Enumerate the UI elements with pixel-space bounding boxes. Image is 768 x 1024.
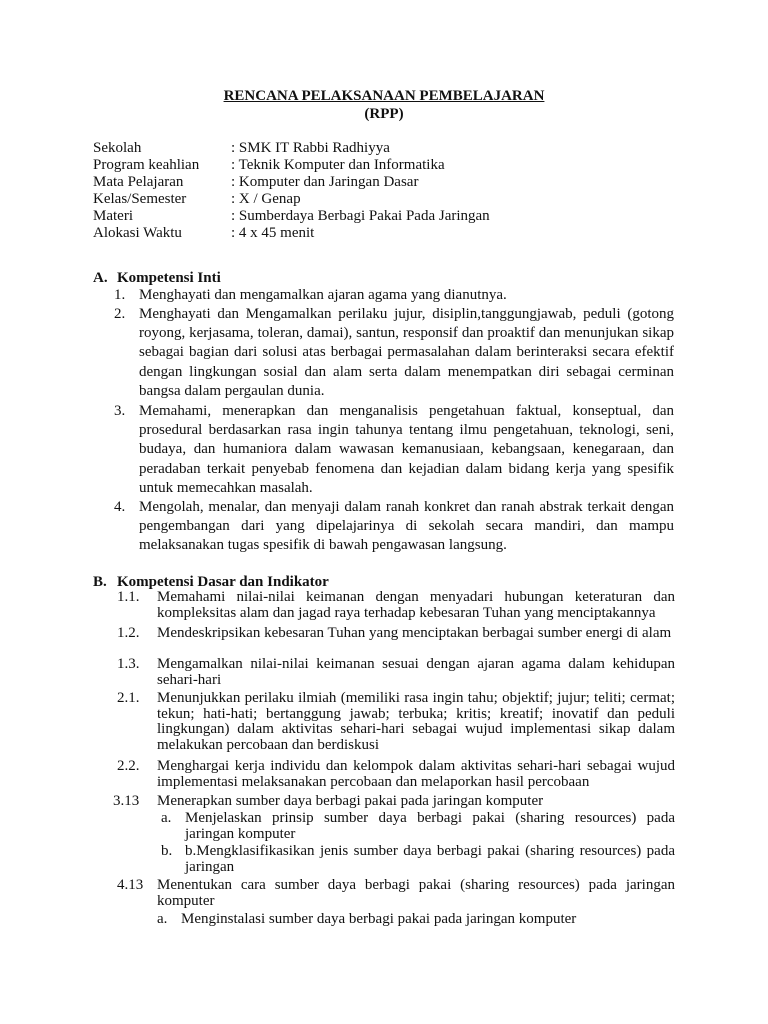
list-item — [114, 305, 674, 401]
kd-number: 1.2. — [117, 625, 140, 641]
info-row-materi — [93, 208, 490, 225]
info-value: : SMK IT Rabbi Radhiyya — [231, 140, 390, 156]
item-text: Mengolah, menalar, dan menyaji dalam ranah konkret dan ranah abstrak terkait dengan pengembangan dari yang dipelajarinya di sekolah secara mandiri, dan mampu melaksanakan tugas spesifik di bawah pengawasan langsung. — [139, 499, 674, 554]
info-label: Program keahlian — [93, 157, 200, 173]
list-item — [114, 402, 674, 498]
document-subtitle: (RPP) — [364, 106, 404, 122]
item-number: 3. — [114, 403, 126, 419]
info-label: Mata Pelajaran — [93, 174, 184, 190]
info-value: : Teknik Komputer dan Informatika — [231, 157, 445, 173]
kd-number: 4.13 — [117, 877, 144, 893]
indicator-letter: a. — [161, 810, 172, 826]
kd-text: Mengamalkan nilai-nilai keimanan sesuai dengan ajaran agama dalam kehidupan sehari-hari — [157, 656, 675, 688]
info-value: : 4 x 45 menit — [231, 225, 315, 241]
info-row-program — [93, 157, 490, 174]
list-item — [114, 498, 674, 556]
indicator-text: b.Mengklasifikasikan jenis sumber daya berbagi pakai (sharing resources) pada jaringan — [185, 843, 675, 875]
info-row-mapel — [93, 174, 490, 191]
item-number: 1. — [114, 287, 126, 303]
indicator-letter: b. — [161, 843, 173, 859]
info-label: Sekolah — [93, 140, 142, 156]
section-title: Kompetensi Inti — [117, 270, 221, 286]
kd-text: Mendeskripsikan kebesaran Tuhan yang menciptakan berbagai sumber energi di alam — [157, 625, 672, 641]
info-table — [93, 140, 490, 242]
section-title: Kompetensi Dasar dan Indikator — [117, 574, 329, 590]
item-number: 4. — [114, 499, 126, 515]
kd-item — [117, 657, 675, 688]
item-text: Menghayati dan mengamalkan ajaran agama yang dianutnya. — [139, 287, 507, 303]
document-title: RENCANA PELAKSANAAN PEMBELAJARAN — [223, 88, 545, 104]
kd-number: 2.1. — [117, 690, 140, 706]
kd-text: Menghargai kerja individu dan kelompok dalam aktivitas sehari-hari sebagai wujud implementasi melaksanakan percobaan dan melaporkan hasil percobaan — [157, 758, 675, 790]
info-label: Kelas/Semester — [93, 191, 187, 207]
item-text: Memahami, menerapkan dan menganalisis pengetahuan faktual, konseptual, dan prosedural berdasarkan rasa ingin tahunya tentang ilmu pengetahuan, teknologi, seni, budaya, dan humaniora dalam wawasan kemanusiaan, kebangsaan, kenegaraan, dan peradaban terkait penyebab fenomena dan kejadian dalam bidang kerja yang spesifik untuk memecahkan masalah. — [139, 403, 674, 496]
info-label: Materi — [93, 208, 133, 224]
info-value: : X / Genap — [231, 191, 301, 207]
info-value: : Komputer dan Jaringan Dasar — [231, 174, 419, 190]
kd-text: Menentukan cara sumber daya berbagi pakai (sharing resources) pada jaringan komputer — [157, 877, 675, 909]
item-text: Menghayati dan Mengamalkan perilaku jujur, disiplin,tanggungjawab, peduli (gotong royong, kerjasama, toleran, damai), santun, responsif dan proaktif dan menunjukan sikap sebagai bagian dari solusi atas berbagai permasalahan dalam berinteraksi secara efektif dengan lingkungan sosial dan alam serta dalam menempatkan diri sebagai cerminan bangsa dalam pergaulan dunia. — [139, 306, 674, 399]
indicator-item — [161, 811, 675, 842]
kd-text: Memahami nilai-nilai keimanan dengan menyadari hubungan keteraturan dan kompleksitas alam dan jagad raya terhadap kebesaran Tuhan yang menciptakannya — [157, 589, 675, 621]
kd-text: Menunjukkan perilaku ilmiah (memiliki rasa ingin tahu; objektif; jujur; teliti; cermat; tekun; hati-hati; bertanggung jawab; terbuka; kritis; kreatif; inovatif dan peduli lingkungan) dalam aktivitas sehari-hari sebagai wujud implementasi sikap dalam melakukan percobaan dan berdiskusi — [157, 690, 675, 753]
info-value: : Sumberdaya Berbagi Pakai Pada Jaringan — [231, 208, 490, 224]
kd-item — [117, 759, 675, 790]
info-label: Alokasi Waktu — [93, 225, 182, 241]
info-row-kelas — [93, 191, 490, 208]
kd-item — [117, 590, 675, 621]
indicator-item — [161, 844, 675, 875]
indicator-text: Menjelaskan prinsip sumber daya berbagi pakai (sharing resources) pada jaringan komputer — [185, 810, 675, 842]
kd-number: 2.2. — [117, 758, 140, 774]
section-letter: A. — [93, 270, 108, 286]
indicator-item — [157, 912, 671, 928]
kd-number: 3.13 — [113, 793, 140, 809]
list-item — [114, 286, 674, 305]
indicator-text: Menginstalasi sumber daya berbagi pakai pada jaringan komputer — [181, 911, 577, 927]
section-letter: B. — [93, 574, 107, 590]
item-number: 2. — [114, 306, 126, 322]
info-row-alokasi — [93, 225, 490, 242]
kd-item — [117, 626, 675, 642]
kd-number: 1.1. — [117, 589, 140, 605]
kd-item — [117, 691, 675, 753]
info-row-sekolah — [93, 140, 490, 157]
indicator-letter: a. — [157, 911, 168, 927]
kd-text: Menerapkan sumber daya berbagi pakai pada jaringan komputer — [157, 793, 544, 809]
kd-number: 1.3. — [117, 656, 140, 672]
section-heading-kompetensi-inti — [93, 270, 221, 287]
kd-item — [113, 794, 671, 810]
kd-item — [117, 878, 675, 909]
